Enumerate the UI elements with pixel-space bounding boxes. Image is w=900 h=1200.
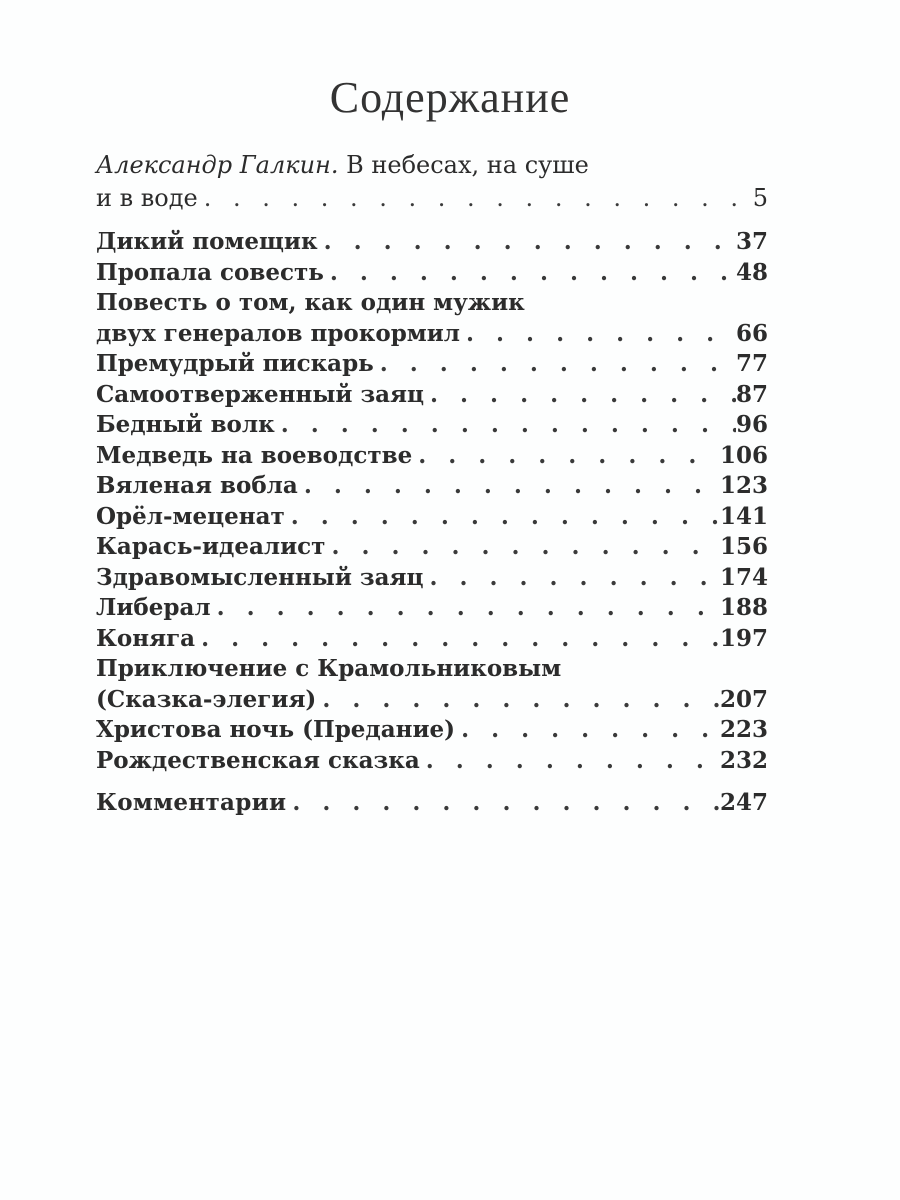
page-number: 223: [719, 716, 768, 743]
intro-author: Александр Галкин.: [96, 151, 339, 179]
dot-leader: [412, 441, 720, 472]
dot-leader: [316, 685, 720, 716]
toc-entry-line: [96, 148, 768, 182]
dot-leader: [324, 258, 736, 289]
dot-leader: [455, 715, 720, 746]
page-number: 123: [719, 472, 768, 499]
table-of-contents: [96, 148, 768, 819]
toc-entry-line: [96, 380, 768, 411]
toc-entry-line: [96, 654, 768, 685]
dot-leader: [423, 563, 720, 594]
toc-entry[interactable]: [96, 624, 768, 655]
toc-entry-line: [96, 563, 768, 594]
dot-leader: [195, 624, 720, 655]
toc-entry-line: [96, 746, 768, 777]
dot-leader: [374, 349, 736, 380]
toc-entry[interactable]: [96, 441, 768, 472]
toc-entry-line: [96, 319, 768, 350]
toc-entry[interactable]: [96, 563, 768, 594]
toc-entry[interactable]: [96, 746, 768, 777]
page-number: 48: [735, 258, 768, 286]
entry-title: Самоотверженный заяц: [96, 380, 425, 408]
dot-leader: [211, 593, 720, 624]
toc-entry-line: [96, 182, 768, 215]
entry-title: Вяленая вобла: [96, 472, 298, 499]
dot-leader: [318, 227, 736, 258]
page-number: 207: [719, 685, 768, 713]
entry-title: (Сказка-элегия): [96, 685, 317, 713]
page-number: 5: [752, 184, 768, 212]
dot-leader: [424, 380, 736, 411]
page-number: 66: [735, 319, 768, 347]
toc-entry-line: [96, 349, 768, 380]
entry-title: Комментарии: [96, 789, 287, 816]
entry-title: Либерал: [96, 594, 211, 621]
page-number: 96: [735, 411, 768, 438]
toc-entry-line: [96, 593, 768, 624]
toc-entry-line: [96, 441, 768, 472]
toc-entry-line: [96, 624, 768, 655]
entry-title: Карась-идеалист: [96, 533, 326, 560]
page-number: 247: [719, 789, 768, 816]
toc-entry[interactable]: [96, 349, 768, 380]
page-number: 77: [735, 350, 768, 377]
toc-entries: [96, 227, 768, 776]
page-number: 141: [719, 502, 768, 530]
toc-entry-line: [96, 502, 768, 533]
dot-leader: [198, 182, 753, 215]
toc-entry-line: [96, 685, 768, 716]
toc-entry[interactable]: [96, 410, 768, 441]
page-number: 87: [735, 380, 768, 408]
toc-entry[interactable]: [96, 654, 768, 715]
toc-entry-line: [96, 715, 768, 746]
dot-leader: [460, 319, 736, 350]
entry-title: Орёл-меценат: [96, 502, 285, 530]
page-number: 174: [719, 563, 768, 591]
entry-title: Рождественская сказка: [96, 746, 420, 774]
toc-entry-intro[interactable]: [96, 148, 768, 215]
dot-leader: [325, 532, 720, 563]
dot-leader: [298, 471, 720, 502]
toc-entry[interactable]: [96, 288, 768, 349]
toc-entry[interactable]: [96, 593, 768, 624]
entry-title: двух генералов прокормил: [96, 319, 461, 347]
toc-entry-line: [96, 410, 768, 441]
intro-title-line1: В небесах, на суше: [338, 151, 589, 179]
toc-entry-comments[interactable]: [96, 788, 768, 819]
dot-leader: [275, 410, 736, 441]
page-number: 156: [719, 533, 768, 560]
dot-leader: [285, 502, 720, 533]
page-number: 197: [719, 624, 768, 652]
toc-entry-line: [96, 532, 768, 563]
toc-entry-line: [96, 258, 768, 289]
toc-entry[interactable]: [96, 532, 768, 563]
toc-entry[interactable]: [96, 471, 768, 502]
toc-entry-line: [96, 788, 768, 819]
page-number: 188: [719, 594, 768, 621]
page-number: 37: [735, 228, 768, 255]
entry-title: Коняга: [96, 624, 196, 652]
toc-entry-line: [96, 471, 768, 502]
entry-title: Премудрый пискарь: [96, 350, 374, 377]
entry-title: Повесть о том, как один мужик: [96, 289, 525, 316]
page-number: 232: [719, 746, 768, 774]
entry-title: Пропала совесть: [96, 258, 324, 286]
dot-leader: [286, 788, 720, 819]
entry-title: Медведь на воеводстве: [96, 441, 413, 469]
intro-title-line2: и в воде: [96, 184, 198, 212]
entry-title: Приключение с Крамольниковым: [96, 655, 562, 682]
page-title: Содержание: [329, 73, 571, 122]
toc-entry[interactable]: [96, 258, 768, 289]
toc-entry-line: [96, 288, 768, 319]
dot-leader: [420, 746, 720, 777]
toc-entry[interactable]: [96, 227, 768, 258]
toc-entry[interactable]: [96, 502, 768, 533]
entry-title: Здравомысленный заяц: [96, 563, 424, 591]
entry-title: Христова ночь (Предание): [96, 716, 456, 743]
page-number: 106: [719, 441, 768, 469]
entry-title: Дикий помещик: [96, 228, 318, 255]
toc-entry[interactable]: [96, 380, 768, 411]
toc-entry-line: [96, 227, 768, 258]
entry-title: Бедный волк: [96, 411, 275, 438]
toc-entry[interactable]: [96, 715, 768, 746]
